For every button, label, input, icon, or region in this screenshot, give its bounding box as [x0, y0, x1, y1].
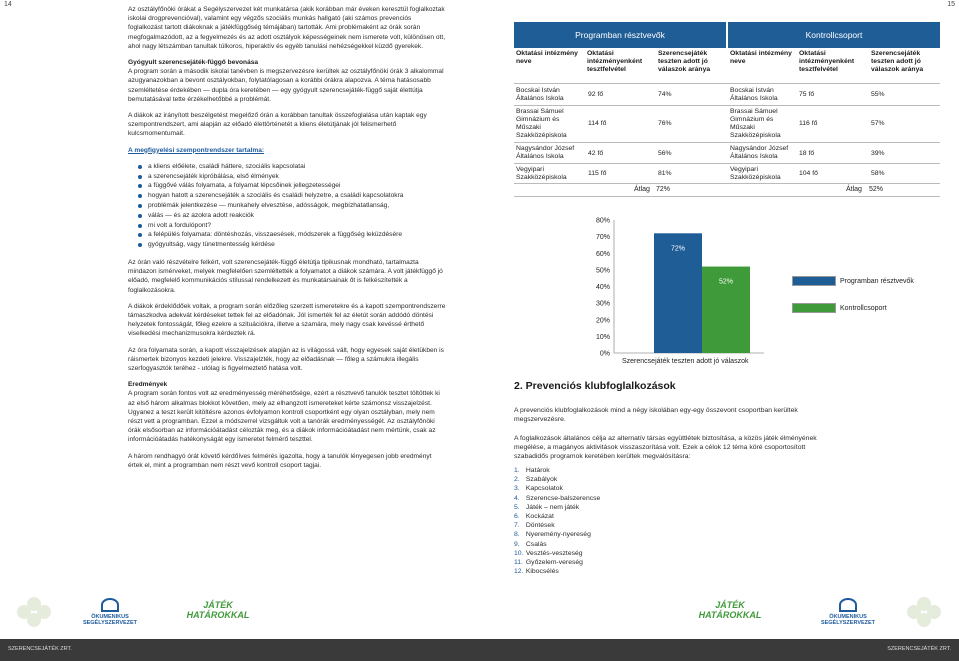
y-tick-label: 80%: [595, 217, 610, 225]
col-header-ratio: Szerencsejáték teszten adott jó válaszok aránya: [871, 50, 924, 73]
y-tick-label: 50%: [595, 267, 610, 275]
clover-logo-right: [898, 592, 950, 632]
y-tick-label: 70%: [595, 234, 610, 242]
legend-label-control: Kontrollcsoport: [840, 304, 887, 312]
list-item: válás — és az azokra adott reakciók: [138, 211, 446, 221]
table-cell-n: 18 fő: [799, 150, 815, 157]
okumenikus-logo-right: ÖKUMENIKUS SEGÉLYSZERVEZET: [818, 598, 878, 626]
table-cell-pct: 58%: [871, 170, 885, 177]
footer-logo-text-right: SZERENCSEJÁTÉK ZRT.: [887, 646, 951, 652]
list-item: 10. Vesztés-veszteség: [514, 549, 583, 557]
list-item: 5. Játék – nem játék: [514, 503, 580, 511]
y-tick-label: 10%: [595, 333, 610, 341]
col-header-ratio: Szerencsejáték teszten adott jó válaszok aránya: [658, 50, 711, 73]
legend-swatch-program: [792, 276, 836, 286]
legend-swatch-control: [792, 303, 836, 313]
topics-list: [514, 466, 600, 576]
list-item: a szerencsejáték kipróbálása, első élmények: [138, 172, 446, 182]
y-tick-label: 30%: [595, 300, 610, 308]
list-item: 7. Döntések: [514, 522, 555, 530]
col-header-tests: Oktatási intézményenként tesztfelvétel: [587, 50, 643, 73]
table-divider: [514, 163, 940, 164]
left-column: [128, 5, 446, 477]
col-header-school: Oktatási intézmény neve: [516, 50, 578, 65]
list-item: 2. Szabályok: [514, 476, 558, 484]
col-header-tests: Oktatási intézményenként tesztfelvétel: [799, 50, 855, 73]
table-cell-n: 115 fő: [588, 170, 607, 177]
list-item: a felépülés folyamata: döntéshozás, visszaesések, módszerek a függőség leküzdésére: [138, 230, 446, 240]
list-item: gyógyultság, vagy tünetmentesség kérdése: [138, 240, 446, 250]
table-divider: [514, 196, 940, 197]
paragraph-7: A három rendhagyó órát követő kérdőíves felmérés igazolta, hogy a tanulók lényegesen jobb eredményt értek el, mint a programban nem részt vevő kontroll csoport tagjai.: [128, 452, 432, 469]
list-item: 11. Győzelem-vereség: [514, 559, 583, 567]
paragraph-6: A program során fontos volt az eredményesség méréhetősége, ezért a résztvevő tanulók tesztet töltöttek ki az első három alkalmas blokkot követően, mely az elhangzott ismereteket kérte számonsz visszajelzést. Ugyanez a teszt került kitöltésre azonos évfolyamon kontroll csoportként egy olyan osztályban, mely nem részt vett a programban. Ezzel a módszerrel vizsgáltuk volt a tanórák eredményességét. Az osztályfőnöki órák elsősorban az információátadást célozták meg, és a diákok információátadást nem mértünk, csak az információátadás hatékonyságát egy ismeretet felmérő teszttel.: [128, 390, 440, 444]
table-cell-n: 75 fő: [799, 91, 815, 98]
control-avg-label: Átlag: [846, 186, 862, 193]
szempont-list: [138, 162, 446, 250]
table-cell-school: Nagysándor József Általános Iskola: [516, 145, 575, 160]
table-cell-pct: 74%: [658, 91, 672, 98]
bar-data-label: 72%: [670, 245, 686, 253]
list-item: a függővé válás folyamata, a folyamat lépcsőinek jellegzetességei: [138, 181, 446, 191]
heading-gyogyult: Gyógyult szerencsejáték-függő bevonása: [128, 59, 259, 67]
table-cell-n: 42 fő: [588, 150, 604, 157]
table-divider: [514, 83, 940, 84]
list-item: 8. Nyeremény-nyereség: [514, 531, 591, 539]
okumenikus-logo-left: ÖKUMENIKUS SEGÉLYSZERVEZET: [80, 598, 140, 626]
control-avg-value: 52%: [869, 186, 884, 193]
table-cell-n: 104 fő: [799, 170, 818, 177]
table-cell-n: 116 fő: [799, 120, 818, 127]
table-cell-pct: 76%: [658, 120, 672, 127]
legend-item-control: [792, 303, 887, 313]
list-item: 6. Kockázat: [514, 513, 554, 521]
paragraph-5: Az óra folyamata során, a kapott visszajelzések alapján az is világossá vált, hogy egyesek saját életükben is ráismertek bizonyos kezdeti jelekre. Visszajelzték, hogy az előadásnak — főleg a számukra illegális szerfogyasztók teréhez - utólag is figyelmeztető hatása volt.: [128, 346, 444, 373]
table-cell-school: Nagysándor József Általános Iskola: [730, 145, 789, 160]
table-cell-school: Brassai Sámuel Gimnázium és Műszaki Szakközépiskola: [730, 108, 781, 139]
list-item: hogyan hatott a szerencsejáték a szociális és családi helyzetre, a családi kapcsolatokra: [138, 191, 446, 201]
bar-data-label: 52%: [718, 278, 734, 286]
list-item: a kliens előélete, családi háttere, szociális kapcsolatai: [138, 162, 446, 172]
table-group-header-program: Programban résztvevők: [514, 22, 726, 48]
table-divider: [514, 105, 940, 106]
list-item: mi volt a fordulópont?: [138, 221, 446, 231]
heading-eredmenyek: Eredmények: [128, 381, 168, 389]
footer-logo-text-left: SZERENCSEJÁTÉK ZRT.: [8, 646, 72, 652]
table-group-header-control: Kontrollcsoport: [728, 22, 940, 48]
table-cell-school: Bocskai István Általános Iskola: [516, 87, 564, 102]
table-cell-school: Bocskai István Általános Iskola: [730, 87, 778, 102]
y-tick-label: 60%: [595, 250, 610, 258]
legend-label-program: Programban résztvevők: [840, 277, 914, 285]
x-axis-label: Szerencsejáték teszten adott jó válaszok: [622, 358, 749, 365]
table-cell-school: Vegyipari Szakközépiskola: [730, 166, 781, 181]
program-avg-label: Átlag: [634, 186, 650, 193]
program-avg-value: 72%: [656, 186, 671, 193]
y-tick-label: 40%: [595, 284, 610, 291]
klub-paragraph-1: A prevenciós klubfoglalkozások mind a négy iskolában egy-egy összevont csoportban kerültek megszervezésre.: [514, 407, 798, 424]
table-cell-n: 92 fő: [588, 91, 604, 98]
table-cell-school: Brassai Sámuel Gimnázium és Műszaki Szakközépiskola: [516, 108, 567, 139]
dove-icon: [101, 598, 119, 612]
page-number-right: 15: [947, 1, 955, 8]
section-title-klub: 2. Prevenciós klubfoglalkozások: [514, 380, 676, 392]
table-cell-pct: 81%: [658, 170, 672, 177]
list-item: 9. Csalás: [514, 540, 547, 548]
y-tick-label: 20%: [595, 317, 610, 325]
gyogyult-paragraph-2: A diákok az irányított beszélgetést megelőző órán a korábban tanultak összefoglalása után kaptak egy szempontrendszert, ami alapján az előadó élettörténetét a kliens életútjának jól felismerhető kulcsmomentumait.: [128, 112, 427, 138]
page-number-left: 14: [4, 1, 12, 8]
gyogyult-paragraph-1: A program során a második iskolai tanévben is megszervezésre kerültek az osztályfőnöki órák 3 alkalommal azugyanazokban a bevont osztályokban, folytatólagosan a korábbi órákra alapozva. A téma hatásosabb szemléltetése érdekében — dupla óra keretében — egy gyógyult szerencsejáték-függő saját élettútja bemutatásával tette érzékelhetőbbé a problémát.: [128, 68, 444, 103]
table-cell-pct: 55%: [871, 91, 885, 98]
intro-paragraph: Az osztályfőnöki órákat a Segélyszervezet két munkatársa (akik korábban már éveken keresztül foglalkoztak iskolai drogprevencióval), valamint egy végzős szociális munkás hallgató (aki számos prevenciós foglalkozást tartott diákoknak a játékfüggőség témájában) tartották. Ami problémaként az órák során megfogalmazódott, az a fegyelmezés és az adott osztályok képességeinek nem ismerete volt, különösen ott, ahol nagy létszámban tanultak túlkoros, hiperaktív és egyéb tanulási nehézségekkel küzdő gyerekek.: [128, 6, 446, 50]
legend-item-program: [792, 276, 914, 286]
dove-icon: [839, 598, 857, 612]
clover-logo-left: [8, 592, 60, 632]
list-item: 1. Határok: [514, 467, 550, 474]
topics-list-container: [514, 466, 600, 576]
list-item: 4. Szerencse-balszerencse: [514, 494, 601, 502]
table-divider: [514, 142, 940, 143]
klub-paragraph-2: A foglalkozások általános célja az alternatív társas együttlétek biztosítása, a közös játék élményének megélése, a magányos aktivitások visszaszorítása volt. Ezek a célok 12 téma köré csoportosított szabadidős programok keretében kerültek megvalósításra:: [514, 435, 817, 461]
table-cell-n: 114 fő: [588, 120, 607, 127]
jatek-hatarokkal-logo-right: JÁTÉK HATÁROKKAL: [698, 600, 762, 620]
table-divider: [514, 183, 940, 184]
list-item: 12. Kibocsélés: [514, 568, 559, 576]
col-header-school: Oktatási intézmény neve: [730, 50, 792, 65]
table-cell-pct: 39%: [871, 150, 885, 157]
list-item: 3. Kapcsolatok: [514, 485, 563, 493]
bar-chart: [514, 210, 784, 370]
y-tick-label: 0%: [599, 350, 610, 358]
jatek-hatarokkal-logo-left: JÁTÉK HATÁROKKAL: [186, 600, 250, 620]
table-cell-school: Vegyipari Szakközépiskola: [516, 166, 567, 181]
footer-band: [0, 639, 959, 661]
list-item: problémák jelentkezése — munkahely elvesztése, adósságok, megbízhatatlanság,: [138, 201, 446, 211]
paragraph-3: Az órán való részvételre felkért, volt szerencsejáték-függő életútja tipikusnak mondható, tartalmazta mindazon ismérveket, melyek megfelelően szemléltették a folyamatot a diákok számára. A volt játékfüggő jó előadó, megfelelő kommunikációs stílussal rendelkezett és munkatársainak őt is felkészítették a foglalkozásokra.: [128, 259, 443, 294]
paragraph-4: A diákok érdeklődőek voltak, a program során előzőleg szerzett ismeretekre és a kapott szempontrendszerre támaszkodva adekvát kérdéseket tettek fel az előadónak. Jól ismerték fel az életút során addódó döntési helyzetek fontosságát, főleg ezekre a szituációkra, illetve a szamára, mely nagy csak kevéssé érthető viselkedési mechanizmusokra kérdeztek rá.: [128, 302, 446, 338]
heading-szempont: A megfigyelési szempontrendszer tartalma:: [128, 146, 265, 154]
table-cell-pct: 56%: [658, 150, 672, 157]
table-cell-pct: 57%: [871, 120, 885, 127]
